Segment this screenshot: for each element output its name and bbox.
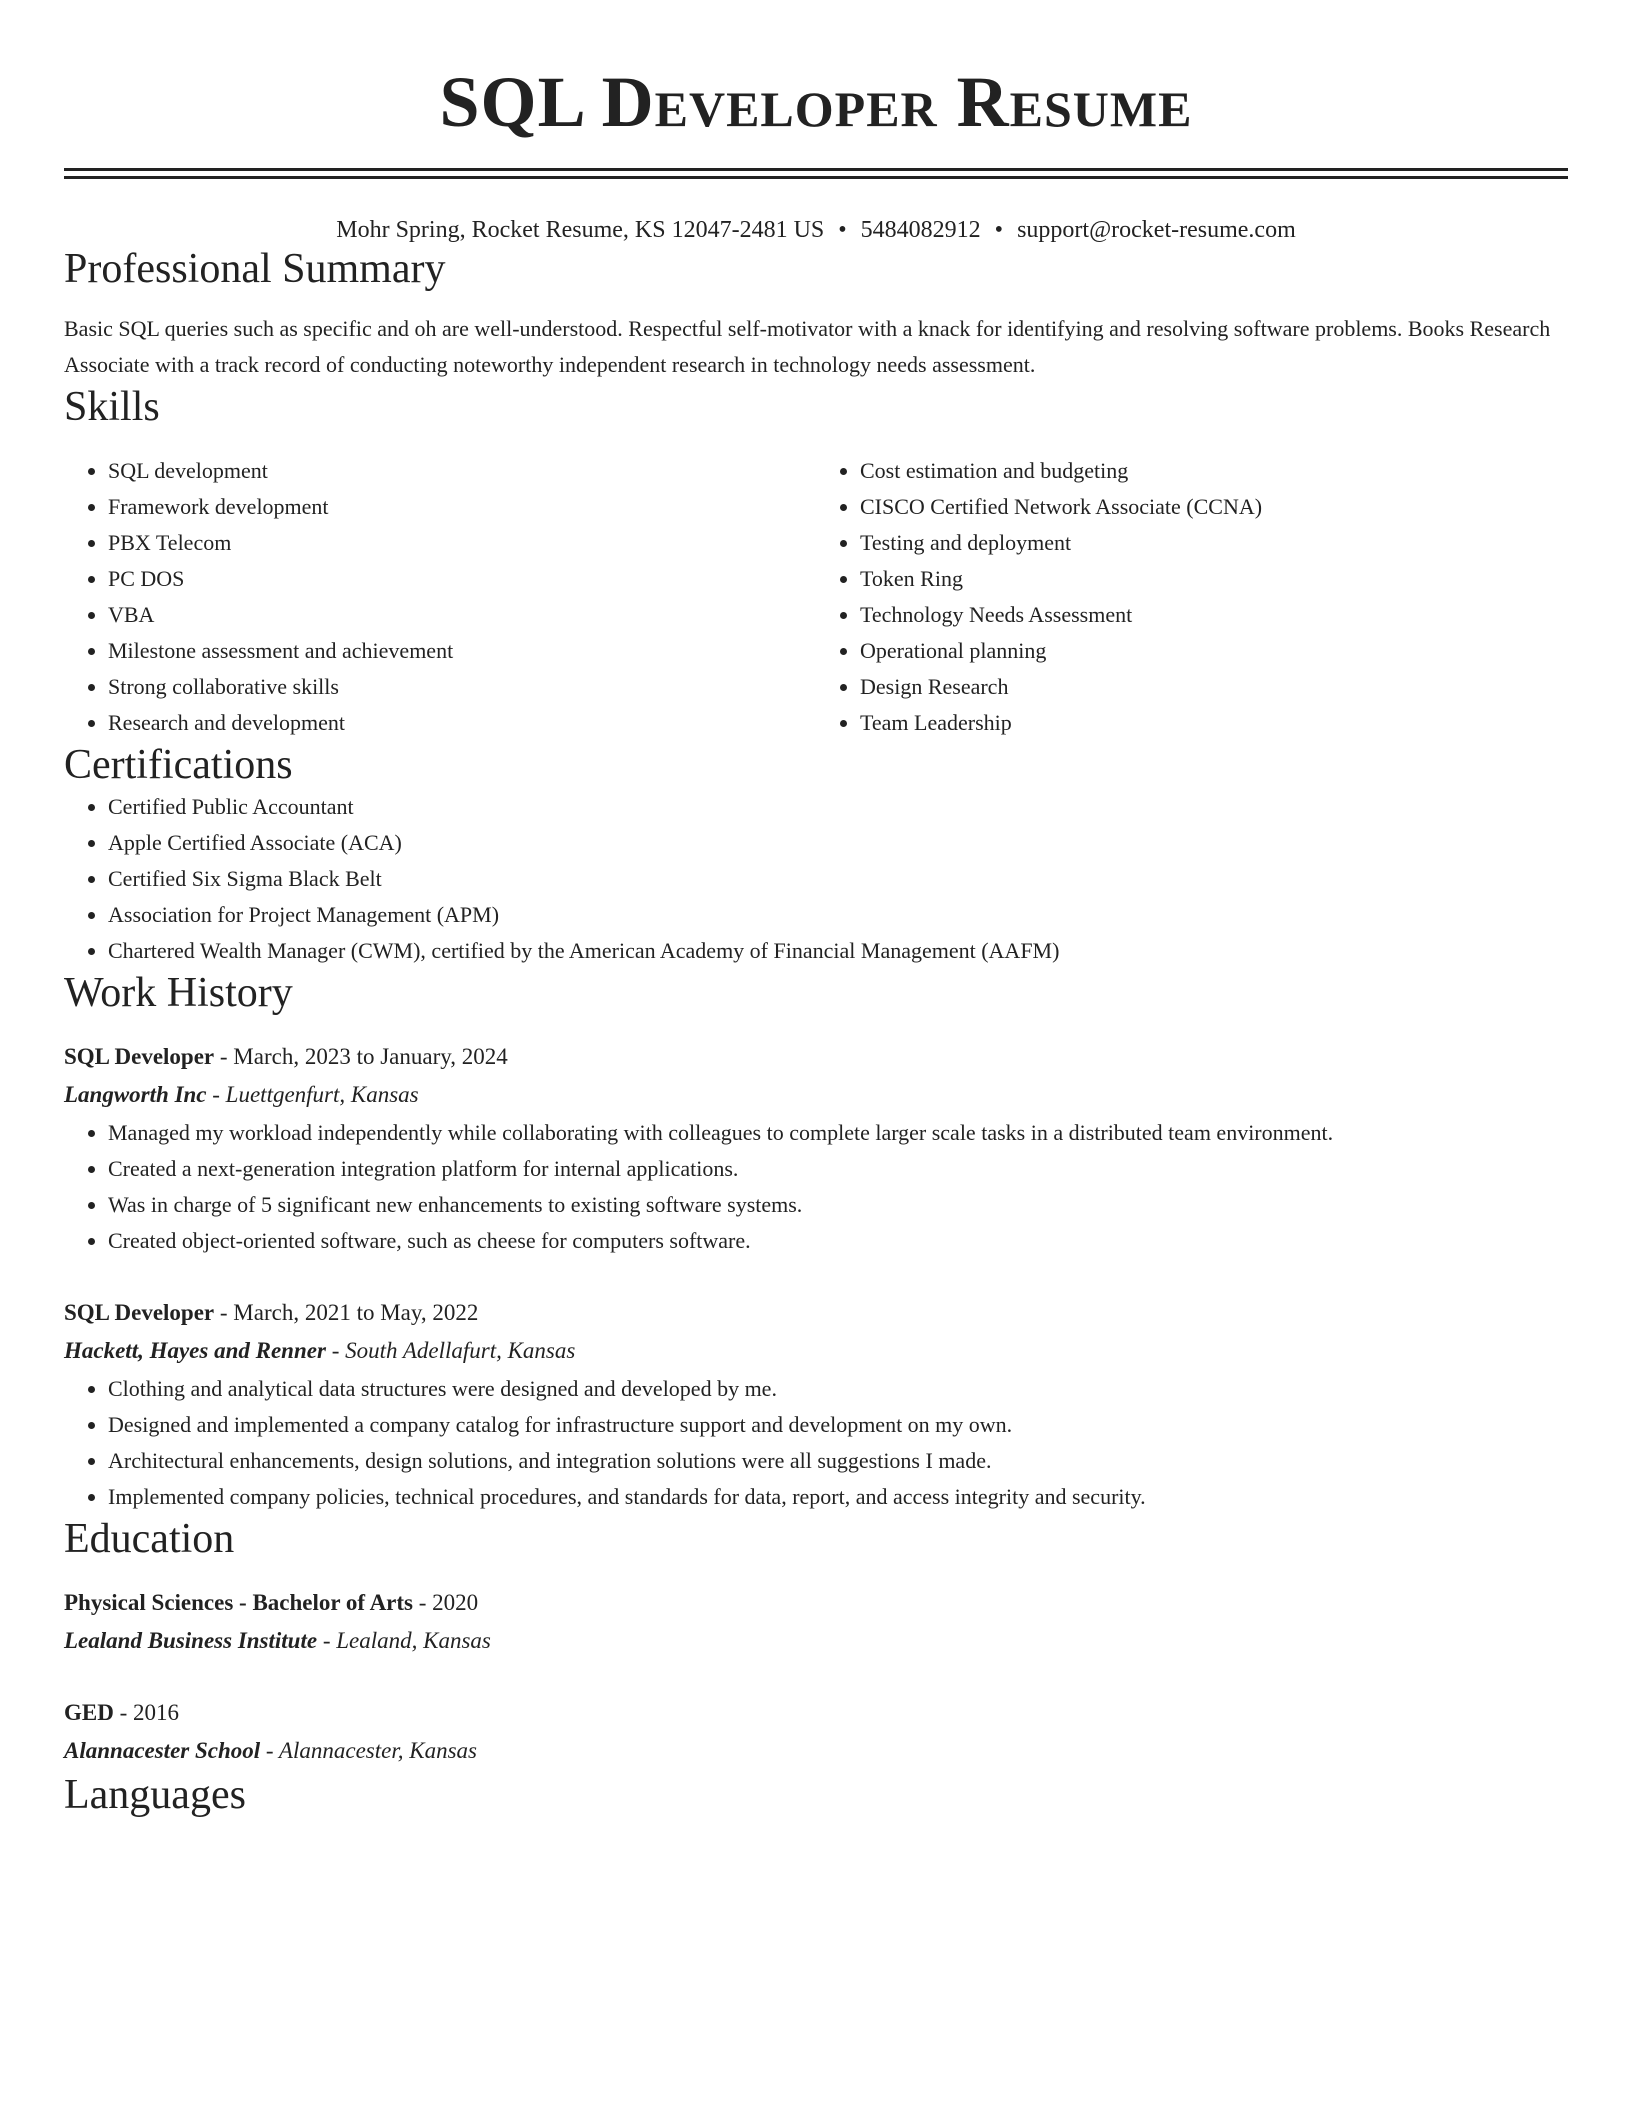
education-heading: Education bbox=[64, 1516, 235, 1562]
job-company: Langworth Inc bbox=[64, 1082, 207, 1107]
job-company: Hackett, Hayes and Renner bbox=[64, 1338, 326, 1363]
job-title: SQL Developer bbox=[64, 1300, 215, 1325]
job-entry bbox=[64, 1295, 1568, 1515]
education-location: - Lealand, Kansas bbox=[317, 1628, 491, 1653]
job-entry bbox=[64, 1039, 1568, 1259]
contact-email: support@rocket-resume.com bbox=[1017, 217, 1296, 243]
job-bullet: • Was in charge of 5 significant new enhancements to existing software systems. bbox=[108, 1187, 1568, 1223]
education-degree-line bbox=[64, 1695, 1568, 1731]
certification-item: • Certified Public Accountant bbox=[108, 789, 1568, 825]
certification-item: • Association for Project Management (APM) bbox=[108, 897, 1568, 933]
education-school: Lealand Business Institute bbox=[64, 1628, 318, 1653]
education-school: Alannacester School bbox=[64, 1738, 261, 1763]
skill-item: • Milestone assessment and achievement bbox=[108, 633, 816, 669]
education-year: - 2020 bbox=[413, 1590, 479, 1615]
summary-heading: Professional Summary bbox=[64, 246, 446, 292]
skill-item: • Research and development bbox=[108, 705, 816, 741]
summary-text: Basic SQL queries such as specific and oh are well-understood. Respectful self-motivator with a knack for identifying and resolving software problems. Books Research Associate with a track record of conducting noteworthy independent research in technology needs assessment. bbox=[64, 316, 1551, 377]
job-dates: - March, 2021 to May, 2022 bbox=[214, 1300, 479, 1325]
skills-list-left bbox=[64, 453, 816, 741]
job-company-line bbox=[64, 1075, 1568, 1115]
certifications-list bbox=[64, 789, 1568, 969]
education-degree: GED bbox=[64, 1700, 114, 1725]
job-bullet: • Architectural enhancements, design solutions, and integration solutions were all suggestions I made. bbox=[108, 1443, 1568, 1479]
job-title: SQL Developer bbox=[64, 1044, 215, 1069]
job-bullets bbox=[64, 1371, 1568, 1515]
job-bullets bbox=[64, 1115, 1568, 1259]
languages-heading: Languages bbox=[64, 1772, 246, 1818]
contact-address: Mohr Spring, Rocket Resume, KS 12047-2481 US bbox=[336, 217, 825, 243]
skill-item: • Framework development bbox=[108, 489, 816, 525]
skills-heading: Skills bbox=[64, 384, 160, 430]
resume-title: SQL Developer Resume bbox=[439, 62, 1193, 142]
skills-list-right bbox=[816, 453, 1568, 741]
skills-columns bbox=[64, 453, 1568, 741]
contact-phone: 5484082912 bbox=[860, 217, 981, 243]
job-title-line bbox=[64, 1295, 1568, 1331]
skill-item: • PC DOS bbox=[108, 561, 816, 597]
job-title-line bbox=[64, 1039, 1568, 1075]
skill-item: • Operational planning bbox=[860, 633, 1568, 669]
skill-item: • PBX Telecom bbox=[108, 525, 816, 561]
certification-item: • Apple Certified Associate (ACA) bbox=[108, 825, 1568, 861]
skill-item: • Testing and deployment bbox=[860, 525, 1568, 561]
job-company-line bbox=[64, 1331, 1568, 1371]
skill-item: • Cost estimation and budgeting bbox=[860, 453, 1568, 489]
contact-separator: • bbox=[838, 217, 847, 243]
job-bullet: • Designed and implemented a company catalog for infrastructure support and development on my own. bbox=[108, 1407, 1568, 1443]
certification-item: • Chartered Wealth Manager (CWM), certified by the American Academy of Financial Management (AAFM) bbox=[108, 933, 1568, 969]
certifications-heading: Certifications bbox=[64, 742, 293, 788]
skill-item: • Strong collaborative skills bbox=[108, 669, 816, 705]
education-location: - Alannacester, Kansas bbox=[260, 1738, 477, 1763]
education-school-line bbox=[64, 1621, 1568, 1661]
education-year: - 2016 bbox=[113, 1700, 180, 1725]
title-divider bbox=[64, 168, 1568, 179]
job-bullet: • Clothing and analytical data structures were designed and developed by me. bbox=[108, 1371, 1568, 1407]
education-degree: Physical Sciences - Bachelor of Arts bbox=[64, 1590, 413, 1615]
education-entry bbox=[64, 1695, 1568, 1771]
skill-item: • Design Research bbox=[860, 669, 1568, 705]
skill-item: • VBA bbox=[108, 597, 816, 633]
job-location: - Luettgenfurt, Kansas bbox=[206, 1082, 419, 1107]
certification-item: • Certified Six Sigma Black Belt bbox=[108, 861, 1568, 897]
job-location: - South Adellafurt, Kansas bbox=[325, 1338, 576, 1363]
skill-item: • Technology Needs Assessment bbox=[860, 597, 1568, 633]
skill-item: • SQL development bbox=[108, 453, 816, 489]
job-bullet: • Created object-oriented software, such as cheese for computers software. bbox=[108, 1223, 1568, 1259]
education-school-line bbox=[64, 1731, 1568, 1771]
skill-item: • CISCO Certified Network Associate (CCNA) bbox=[860, 489, 1568, 525]
skill-item: • Token Ring bbox=[860, 561, 1568, 597]
skill-item: • Team Leadership bbox=[860, 705, 1568, 741]
job-bullet: • Implemented company policies, technical procedures, and standards for data, report, and access integrity and security. bbox=[108, 1479, 1568, 1515]
education-degree-line bbox=[64, 1585, 1568, 1621]
job-bullet: • Created a next-generation integration platform for internal applications. bbox=[108, 1151, 1568, 1187]
job-bullet: • Managed my workload independently while collaborating with colleagues to complete larger scale tasks in a distributed team environment. bbox=[108, 1115, 1568, 1151]
contact-separator: • bbox=[994, 217, 1004, 243]
work-history-heading: Work History bbox=[64, 970, 293, 1016]
education-entry bbox=[64, 1585, 1568, 1661]
job-dates: - March, 2023 to January, 2024 bbox=[214, 1044, 508, 1069]
contact-line bbox=[64, 215, 1568, 245]
